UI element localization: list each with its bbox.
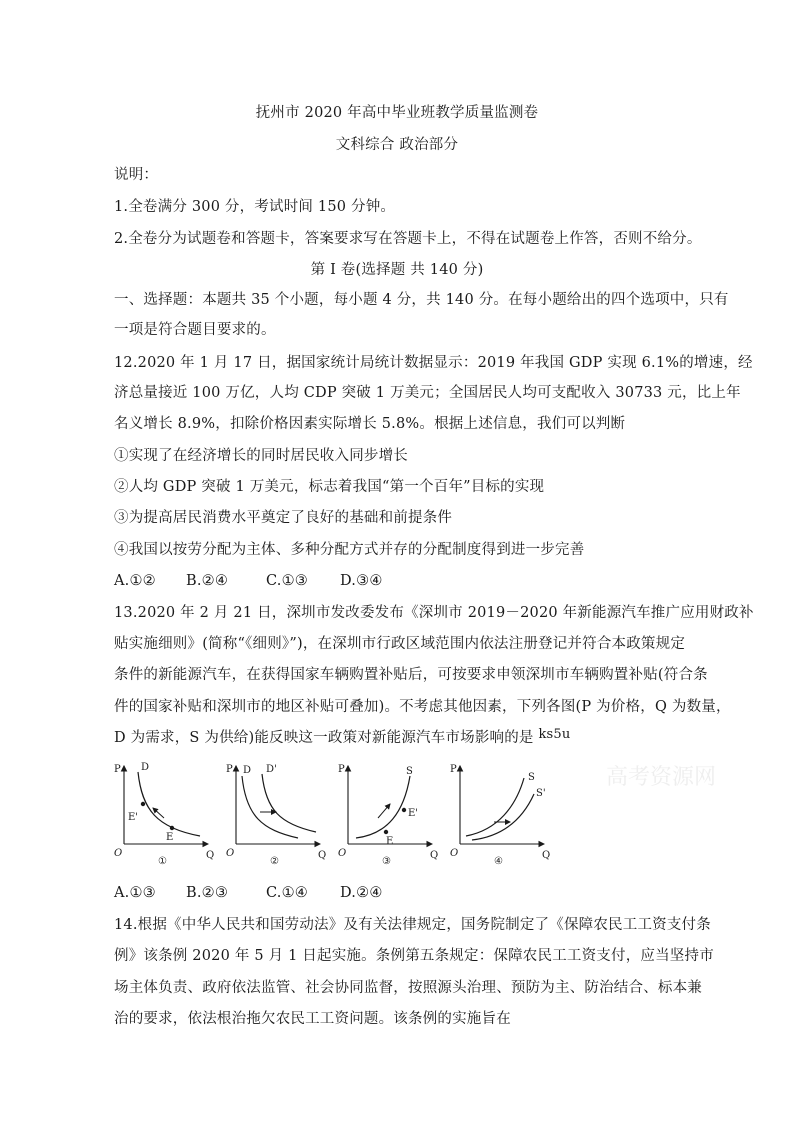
point-label-e: E [386,836,394,847]
origin-label: O [450,848,459,859]
demand-curve [138,772,200,836]
intro-label: 说明： [114,167,159,183]
q13-stem: 贴实施细则》(简称“《细则》”)，在深圳市行政区域范围内依法注册登记并符合本政策规定 [114,636,686,652]
q12-statement: ④我国以按劳分配为主体、多种分配方式并存的分配制度得到进一步完善 [114,542,585,558]
figure-4-graph [448,760,552,870]
q13-stem: 件的国家补贴和深圳市的地区补贴可叠加)。不考虑其他因素，下列各图(P 为价格，Q 为数量， [114,699,731,715]
q13-stem-text: D 为需求，S 为供给)能反映这一政策对新能源汽车市场影响的是 [114,730,534,746]
q12-stem: 12.2020 年 1 月 17 日，据国家统计局统计数据显示：2019 年我国 GDP 实现 6.1%的增速，经 [114,355,753,371]
q13-stem [114,728,570,749]
page-title: 抚州市 2020 年高中毕业班教学质量监测卷 [255,105,539,121]
curve-label-s: S [528,772,535,783]
shift-arrow [378,804,390,818]
point-e-prime [141,802,145,806]
curve-label-d-prime: D' [266,764,277,775]
option-d: D.②④ [340,885,383,901]
supply-curve [356,776,410,838]
figure-2 [224,760,328,870]
q13-stem: 条件的新能源汽车，在获得国家车辆购置补贴后，可按要求申领深圳市车辆购置补贴(符合条 [114,667,708,683]
curve-label-d: D [243,765,252,776]
q12-statement: ②人均 GDP 突破 1 万美元，标志着我国“第一个百年”目标的实现 [114,479,545,495]
point-e [170,826,174,830]
curve-label-s-prime: S' [536,788,546,799]
figure-3 [336,760,440,870]
section-title: 第 I 卷(选择题 共 140 分) [310,262,484,278]
source-mark: ks5u [538,727,571,742]
figure-3-graph [336,760,440,870]
section-instructions: 一项是符合题目要求的。 [114,322,276,338]
option-d: D.③④ [340,573,383,589]
point-label-e: E [166,832,174,843]
q13-options [114,883,383,903]
figure-4 [448,760,552,870]
figure-number: ③ [382,856,391,867]
q14-stem: 场主体负责、政府依法监管、社会协同监督，按照源头治理、预防为主、防治结合、标本兼 [114,980,702,996]
section-instructions: 一、选择题：本题共 35 个小题，每小题 4 分，共 140 分。在每小题给出的四个选项中，只有 [114,292,729,308]
point-e [384,830,388,834]
curve-label-s: S [406,766,413,777]
point-label-e-prime: E' [408,808,419,819]
axis-label-p: P [338,764,345,775]
q12-statement: ③为提高居民消费水平奠定了良好的基础和前提条件 [114,510,453,526]
figure-2-graph [224,760,328,870]
shift-arrow [153,808,164,818]
intro-item: 1.全卷满分 300 分，考试时间 150 分钟。 [114,199,396,215]
axis-label-p: P [450,764,457,775]
page-subtitle: 文科综合 政治部分 [335,137,459,153]
option-b: B.②③ [186,885,229,901]
q13-figures [112,760,552,870]
figure-number: ④ [494,856,503,867]
intro-item: 2.全卷分为试题卷和答题卡，答案要求写在答题卡上，不得在试题卷上作答，否则不给分。 [114,231,702,247]
q14-stem: 治的要求，依法根治拖欠农民工工资问题。该条例的实施旨在 [114,1011,511,1027]
curve-label-d: D [141,762,150,773]
axis-label-p: P [114,764,121,775]
option-b: B.②④ [186,573,229,589]
figure-1 [112,760,216,870]
option-a: A.①② [114,573,156,589]
q14-stem: 例》该条例 2020 年 5 月 1 日起实施。条例第五条规定：保障农民工工资支付，应当坚持市 [114,948,714,964]
axis-label-q: Q [430,850,439,861]
axis-label-q: Q [206,850,215,861]
supply-curve-s [466,778,524,836]
q14-stem: 14.根据《中华人民共和国劳动法》及有关法律规定，国务院制定了《保障农民工工资支付条 [114,917,711,933]
watermark: 高考资源网 [606,765,717,790]
axis-label-q: Q [542,850,551,861]
q12-statement: ①实现了在经济增长的同时居民收入同步增长 [114,448,408,464]
q13-stem: 13.2020 年 2 月 21 日，深圳市发改委发布《深圳市 2019－2020 年新能源汽车推广应用财政补 [114,605,754,621]
option-c: C.①④ [266,885,308,901]
point-label-e-prime: E' [128,812,139,823]
option-a: A.①③ [114,885,156,901]
figure-1-graph [112,760,216,870]
figure-number: ① [158,856,167,867]
axis-label-p: P [226,764,233,775]
q12-stem: 名义增长 8.9%，扣除价格因素实际增长 5.8%。根据上述信息，我们可以判断 [114,416,626,432]
point-e-prime [402,808,406,812]
q12-stem: 济总量接近 100 万亿，人均 CDP 突破 1 万美元；全国居民人均可支配收入 30733 元，比上年 [114,385,741,401]
origin-label: O [114,848,123,859]
demand-curve-d-prime [262,774,316,832]
axis-label-q: Q [318,850,327,861]
option-c: C.①③ [266,573,308,589]
q12-options [114,571,383,591]
origin-label: O [226,848,235,859]
demand-curve-d [242,776,298,838]
origin-label: O [338,848,347,859]
figure-number: ② [270,856,279,867]
